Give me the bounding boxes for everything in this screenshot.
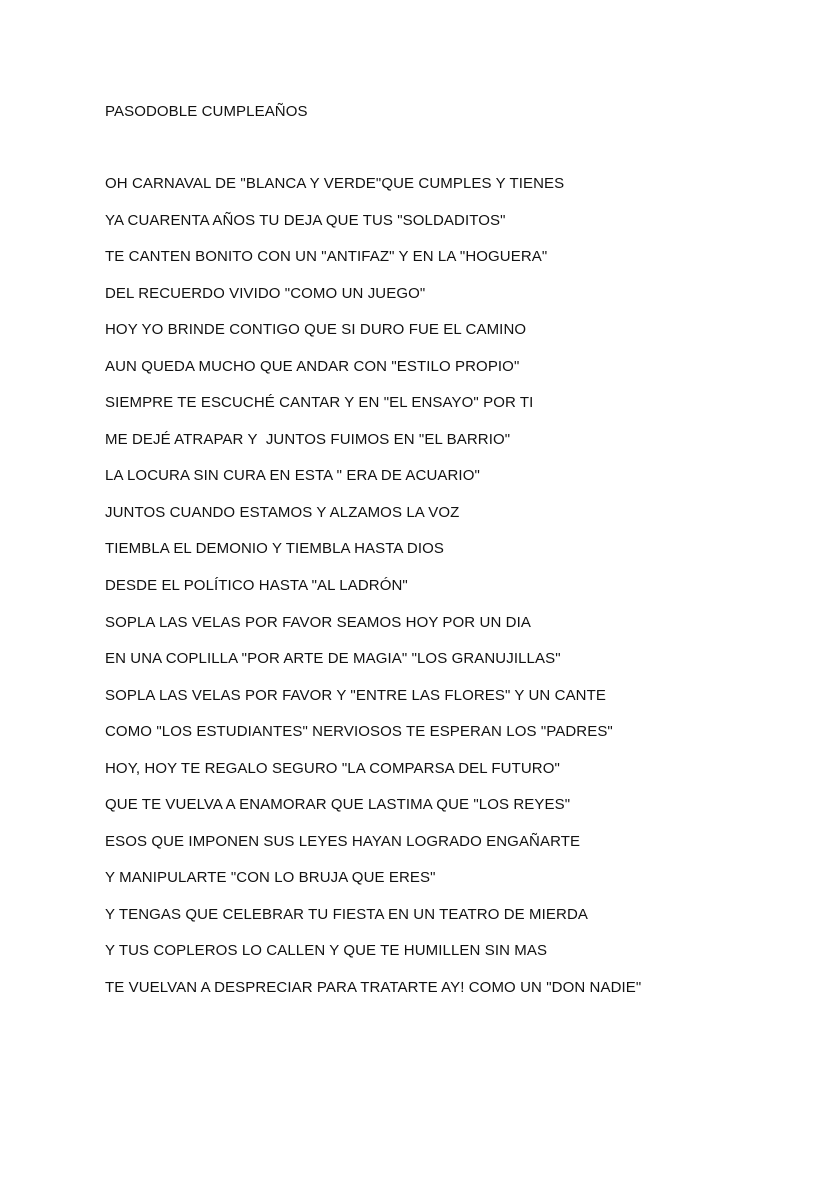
lyric-line: AUN QUEDA MUCHO QUE ANDAR CON "ESTILO PROPIO" xyxy=(105,357,520,375)
document-title: PASODOBLE CUMPLEAÑOS xyxy=(105,103,308,120)
lyric-line: DESDE EL POLÍTICO HASTA "AL LADRÓN" xyxy=(105,577,408,595)
lyric-line: TIEMBLA EL DEMONIO Y TIEMBLA HASTA DIOS xyxy=(105,540,445,558)
lyric-line: TE VUELVAN A DESPRECIAR PARA TRATARTE AY! COMO UN "DON NADIE" xyxy=(105,979,642,997)
lyric-line: EN UNA COPLILLA "POR ARTE DE MAGIA" "LOS GRANUJILLAS" xyxy=(105,650,561,668)
lyric-line: HOY YO BRINDE CONTIGO QUE SI DURO FUE EL CAMINO xyxy=(105,321,527,339)
lyric-line: COMO "LOS ESTUDIANTES" NERVIOSOS TE ESPERAN LOS "PADRES" xyxy=(105,723,613,741)
lyric-line: Y MANIPULARTE "CON LO BRUJA QUE ERES" xyxy=(105,869,436,887)
lyric-line: YA CUARENTA AÑOS TU DEJA QUE TUS "SOLDADITOS" xyxy=(105,211,506,229)
lyric-line: JUNTOS CUANDO ESTAMOS Y ALZAMOS LA VOZ xyxy=(105,503,460,521)
lyric-line: LA LOCURA SIN CURA EN ESTA " ERA DE ACUARIO" xyxy=(105,467,480,485)
lyric-line: SIEMPRE TE ESCUCHÉ CANTAR Y EN "EL ENSAYO" POR TI xyxy=(105,394,534,412)
lyric-line: TE CANTEN BONITO CON UN "ANTIFAZ" Y EN LA "HOGUERA" xyxy=(105,248,548,266)
lyric-line: Y TENGAS QUE CELEBRAR TU FIESTA EN UN TEATRO DE MIERDA xyxy=(105,905,588,923)
lyric-line: SOPLA LAS VELAS POR FAVOR Y "ENTRE LAS FLORES" Y UN CANTE xyxy=(105,686,606,704)
lyrics-body xyxy=(105,173,641,1014)
lyric-line: Y TUS COPLEROS LO CALLEN Y QUE TE HUMILLEN SIN MAS xyxy=(105,942,548,960)
lyric-line: ME DEJÉ ATRAPAR Y JUNTOS FUIMOS EN "EL BARRIO" xyxy=(105,430,511,448)
lyric-line: DEL RECUERDO VIVIDO "COMO UN JUEGO" xyxy=(105,284,426,302)
lyric-line: OH CARNAVAL DE "BLANCA Y VERDE"QUE CUMPLES Y TIENES xyxy=(105,175,565,192)
lyric-line: SOPLA LAS VELAS POR FAVOR SEAMOS HOY POR UN DIA xyxy=(105,613,531,631)
lyric-line: QUE TE VUELVA A ENAMORAR QUE LASTIMA QUE "LOS REYES" xyxy=(105,796,571,814)
lyric-line: ESOS QUE IMPONEN SUS LEYES HAYAN LOGRADO ENGAÑARTE xyxy=(105,832,581,850)
lyric-line: HOY, HOY TE REGALO SEGURO "LA COMPARSA DEL FUTURO" xyxy=(105,759,560,777)
